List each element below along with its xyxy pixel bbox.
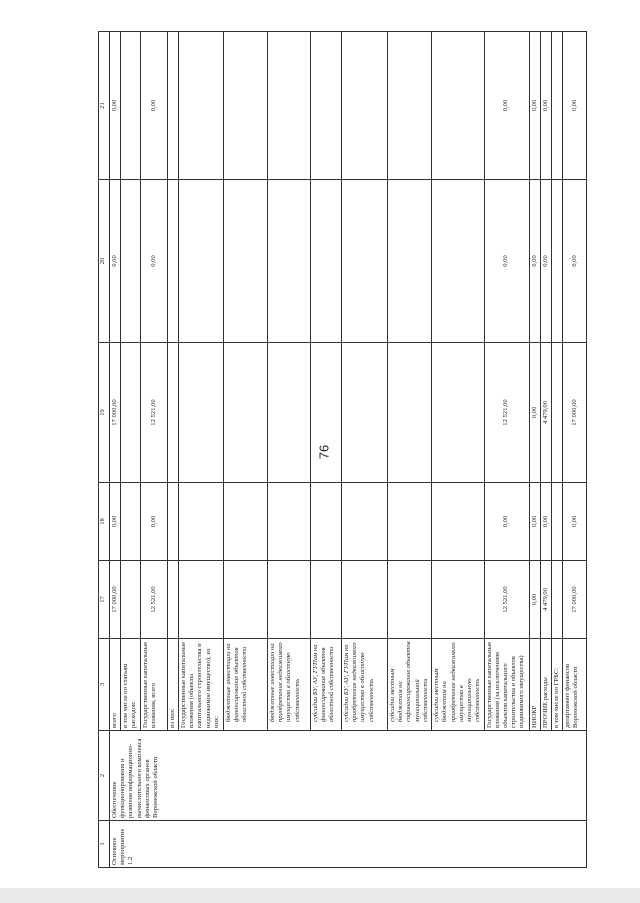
value-cell-18 <box>267 483 310 561</box>
value-cell-19: 4 479,00 <box>540 343 551 483</box>
header-cell: 17 <box>99 561 110 639</box>
value-cell-18 <box>310 483 341 561</box>
row-label: в том числе по ГРБС: <box>551 639 562 731</box>
row-label: бюджетные инвестиции на финансирование объектов областной собственности <box>223 639 267 731</box>
header-cell: 19 <box>99 343 110 483</box>
row-label: субсидии местным бюджетам на приобретение недвижимого имущества в муниципальную собственность <box>432 639 484 731</box>
value-cell-21 <box>267 32 310 180</box>
value-cell-20: 0,00 <box>110 180 121 343</box>
value-cell-18: 0,00 <box>484 483 529 561</box>
value-cell-19 <box>167 343 178 483</box>
value-cell-17 <box>167 561 178 639</box>
value-cell-21: 0,00 <box>140 32 167 180</box>
header-row <box>99 32 110 868</box>
value-cell-17 <box>178 561 223 639</box>
value-cell-21: 0,00 <box>540 32 551 180</box>
table-body <box>110 32 587 868</box>
header-cell: 1 <box>99 821 110 868</box>
value-cell-17 <box>551 561 562 639</box>
header-cell: 3 <box>99 639 110 731</box>
value-cell-18: 0,00 <box>110 483 121 561</box>
value-cell-20 <box>551 180 562 343</box>
value-cell-20 <box>178 180 223 343</box>
value-cell-18 <box>551 483 562 561</box>
value-cell-17: 4 479,00 <box>540 561 551 639</box>
value-cell-18 <box>178 483 223 561</box>
value-cell-19 <box>551 343 562 483</box>
value-cell-19: 17 000,00 <box>110 343 121 483</box>
value-cell-19 <box>432 343 484 483</box>
value-cell-18 <box>167 483 178 561</box>
value-cell-18: 0,00 <box>563 483 587 561</box>
value-cell-17 <box>432 561 484 639</box>
measure-name-cell: Обеспечение функционирования и развития информационно-вычислительного комплекса финансовых органов Воронежской области <box>110 731 587 821</box>
row-label: бюджетные инвестиции на приобретение недвижимого имущества в областную собственность <box>267 639 310 731</box>
value-cell-18 <box>341 483 387 561</box>
value-cell-17 <box>387 561 431 639</box>
value-cell-19 <box>121 343 140 483</box>
value-cell-21 <box>310 32 341 180</box>
value-cell-17 <box>121 561 140 639</box>
value-cell-21 <box>223 32 267 180</box>
value-cell-20 <box>121 180 140 343</box>
header-cell: 18 <box>99 483 110 561</box>
value-cell-20 <box>432 180 484 343</box>
value-cell-17: 17 000,00 <box>110 561 121 639</box>
row-label: субсидии БУ, АУ, ГУПам на финансирование объектов областной собственности <box>310 639 341 731</box>
value-cell-20 <box>167 180 178 343</box>
value-cell-19 <box>223 343 267 483</box>
value-cell-18: 0,00 <box>140 483 167 561</box>
value-cell-17: 0,00 <box>529 561 540 639</box>
measure-code-cell: Основное мероприятие 1.2 <box>110 821 587 868</box>
value-cell-21 <box>432 32 484 180</box>
value-cell-17 <box>310 561 341 639</box>
value-cell-21: 0,00 <box>484 32 529 180</box>
value-cell-20 <box>223 180 267 343</box>
row-label: субсидии местным бюджетам на софинансирование объектов муниципальной собственности <box>387 639 431 731</box>
value-cell-20 <box>310 180 341 343</box>
row-label: в том числе по статьям расходов: <box>121 639 140 731</box>
value-cell-21: 0,00 <box>529 32 540 180</box>
value-cell-17: 12 521,00 <box>140 561 167 639</box>
value-cell-19 <box>178 343 223 483</box>
value-cell-17 <box>341 561 387 639</box>
value-cell-19 <box>267 343 310 483</box>
value-cell-20 <box>267 180 310 343</box>
row-label: ПРОЧИЕ расходы <box>540 639 551 731</box>
value-cell-20: 0,00 <box>529 180 540 343</box>
value-cell-20: 0,00 <box>563 180 587 343</box>
value-cell-17 <box>223 561 267 639</box>
value-cell-19 <box>387 343 431 483</box>
header-cell: 20 <box>99 180 110 343</box>
value-cell-18 <box>387 483 431 561</box>
value-cell-19: 12 521,00 <box>484 343 529 483</box>
row-label: Государственные капитальные вложения, всего <box>140 639 167 731</box>
value-cell-19: 17 000,00 <box>563 343 587 483</box>
value-cell-21 <box>121 32 140 180</box>
rotated-page <box>98 32 580 868</box>
value-cell-21 <box>551 32 562 180</box>
value-cell-20: 0,00 <box>140 180 167 343</box>
table-row <box>110 32 121 868</box>
value-cell-17: 12 521,00 <box>484 561 529 639</box>
value-cell-21: 0,00 <box>563 32 587 180</box>
header-cell: 2 <box>99 731 110 821</box>
row-label: из них: <box>167 639 178 731</box>
scan-bottom-edge <box>0 888 640 903</box>
value-cell-21 <box>178 32 223 180</box>
page-number: 76 <box>316 444 332 460</box>
value-cell-17 <box>267 561 310 639</box>
value-cell-18: 0,00 <box>529 483 540 561</box>
value-cell-20 <box>341 180 387 343</box>
value-cell-19 <box>341 343 387 483</box>
value-cell-19: 0,00 <box>529 343 540 483</box>
value-cell-17: 17 000,00 <box>563 561 587 639</box>
row-label: субсидии БУ, АУ, ГУПам на приобретение недвижимого имущества в областную собственность <box>341 639 387 731</box>
value-cell-21 <box>341 32 387 180</box>
value-cell-18: 0,00 <box>540 483 551 561</box>
header-cell: 21 <box>99 32 110 180</box>
value-cell-18 <box>121 483 140 561</box>
value-cell-19 <box>310 343 341 483</box>
value-cell-20 <box>387 180 431 343</box>
row-label: Государственные капитальные вложения (за исключением объектов капитального строительства и объектов недвижимого имущества) <box>484 639 529 731</box>
value-cell-18 <box>223 483 267 561</box>
value-cell-20: 0,00 <box>484 180 529 343</box>
value-cell-19: 12 521,00 <box>140 343 167 483</box>
value-cell-21 <box>167 32 178 180</box>
row-label: департамент финансов Воронежской области <box>563 639 587 731</box>
row-label: Государственные капитальные вложения (объекты капитального строительства и недвижимое имущество), из них: <box>178 639 223 731</box>
value-cell-20: 0,00 <box>540 180 551 343</box>
value-cell-21: 0,00 <box>110 32 121 180</box>
row-label: НИОКР <box>529 639 540 731</box>
value-cell-18 <box>432 483 484 561</box>
budget-table <box>98 31 587 868</box>
row-label: всего <box>110 639 121 731</box>
value-cell-21 <box>387 32 431 180</box>
